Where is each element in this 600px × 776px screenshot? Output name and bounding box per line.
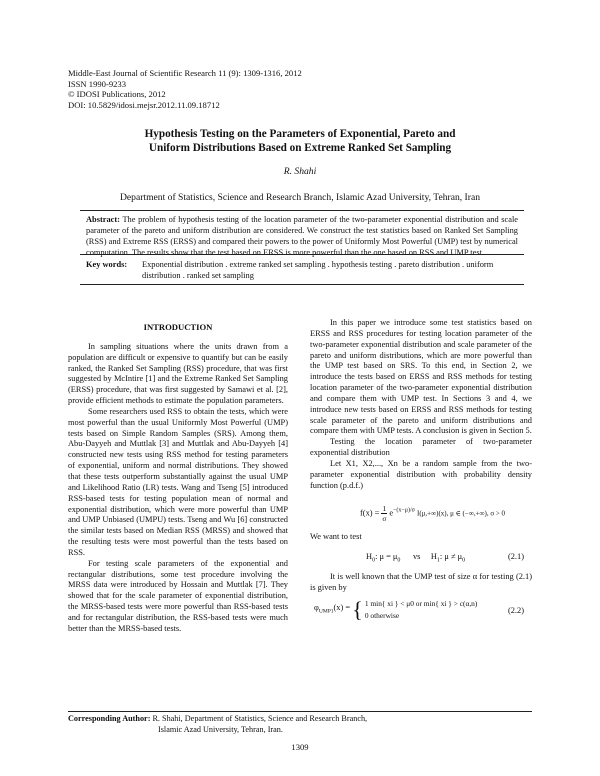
- pdf-indicator: I(μ,+∞)(x), μ ∈ (−∞,+∞), σ > 0: [417, 508, 506, 517]
- corresponding-author: [68, 714, 538, 735]
- paragraph: We want to test: [310, 531, 362, 541]
- keywords-text: Exponential distribution . extreme ranked set sampling . hypothesis testing . pareto distribution . uniform distribution . ranked set sampling: [142, 260, 494, 280]
- copyright: © IDOSI Publications, 2012: [68, 89, 166, 100]
- section-heading-introduction: INTRODUCTION: [143, 322, 213, 332]
- footer-rule: [68, 711, 532, 712]
- footer-line-1: R. Shahi, Department of Statistics, Science and Research Branch,: [152, 714, 368, 723]
- journal-citation: Middle-East Journal of Scientific Research 11 (9): 1309-1316, 2012: [68, 68, 302, 78]
- affiliation: Department of Statistics, Science and Research Branch, Islamic Azad University, Tehran, Iran: [119, 192, 481, 203]
- page-number: 1309: [291, 742, 309, 752]
- paragraph: Testing the location parameter of two-parameter exponential distribution: [310, 437, 532, 458]
- paragraph: In this paper we introduce some test statistics based on ERSS and RSS procedures for testing location parameter of the two-parameter exponential distribution and scale parameter of the pareto and uniform distributions, which are more powerful than the UMP test based on SRS. To this end, in Section 2, we introduce the tests based on ERSS and RSS methods for testing location parameter of the two-parameter exponential distribution and compare them with UMP test. In Sections 3 and 4, we introduce new tests based on ERSS and RSS methods for testing scale parameter of the pareto and uniform distributions and compare them with UMP tests. A conclusion is given in Section 5.: [310, 318, 532, 436]
- title-line-1: Hypothesis Testing on the Parameters of Exponential, Pareto and: [144, 128, 456, 140]
- abstract-bottom-rule: [80, 254, 524, 255]
- case-reject: 1 min{ xi } < μ0 or min{ xi } > c(α,n): [364, 599, 478, 609]
- abstract-label: Abstract:: [86, 215, 120, 224]
- abstract-text: The problem of hypothesis testing of the location parameter of the two-parameter exponential distribution and scale parameter of the pareto and uniform distribution are considered. We construct the test statistics based on Ranked Set Sampling (RSS) and Extreme RSS (ERSS) and compared their powers to the power of Uniformly Most Powerful (UMP) test by numerical computation. The results show that the test based on ERSS is more powerful than the one based on RSS and UMP test.: [86, 215, 518, 257]
- abstract-top-rule: [80, 210, 524, 211]
- keywords: [86, 259, 518, 281]
- equation-number: (2.1): [507, 552, 524, 562]
- equation-2-1: $H_0$: $\mu = \mu_0$ vs $H_1$: $\mu \ne \mu_0$ (2.1): [366, 552, 524, 565]
- paragraph: In sampling situations where the units drawn from a population are difficult or expensive to quantify but can be easily ranked, the Ranked Set Sampling (RSS) procedure, that was first suggested by McIntire [1] and the Extreme Ranked Set Sampling (ERSS) procedure, that was first suggested by Samawi et al. [2], provide efficient methods to estimate the population parameters.: [68, 341, 288, 406]
- keywords-bottom-rule: [80, 284, 524, 285]
- footer-label: Corresponding Author:: [68, 714, 151, 723]
- issn: ISSN 1990-9233: [68, 78, 127, 89]
- case-accept: 0 otherwise: [364, 611, 400, 621]
- keywords-label: Key words:: [86, 260, 128, 269]
- footer-line-2: Islamic Azad University, Tehran, Iran.: [158, 724, 283, 734]
- paragraph: It is well known that the UMP test of size α for testing (2.1) is given by: [310, 572, 532, 593]
- right-column: [310, 318, 532, 632]
- doi: DOI: 10.5829/idosi.mejsr.2012.11.09.18712: [68, 99, 220, 110]
- paragraph: Let X1, X2,..., Xn be a random sample from the two-parameter exponential distribution with probability density function (p.d.f.): [310, 458, 532, 490]
- abstract: [86, 214, 518, 258]
- left-column: [68, 322, 288, 635]
- equation-2-2: $\varphi_{UMP1}(x)$ = { 1 min{ xi } < μ0 or min{ xi } > c(α,n) 0 otherwise (2.2): [314, 597, 524, 623]
- fraction: $\frac{1}{\sigma}$: [382, 503, 387, 523]
- equation-number: (2.2): [507, 606, 524, 616]
- paragraph: For testing scale parameters of the exponential and rectangular distributions, some test procedure involving the MRSS data were introduced by Hossain and Muttlak [7]. They showed that for the scale parameter of exponential distribution, the MRSS-based tests were more powerful than RSS-based tests and for rectangular distribution, the RSS-based tests were much better than the MRSS-based tests.: [68, 558, 288, 633]
- paragraph: Some researchers used RSS to obtain the tests, which were most powerful than the usual Uniformly Most Powerful (UMP) tests based on Simple Random Samples (SRS). Among them, Abu-Dayyeh and Muttlak [3] and Muttlak and Abu-Dayyeh [4] constructed new tests using RSS method for testing parameters of exponential, uniform and normal distributions. They showed that these tests outperform substantially against the usual UMP and Likelihood Ratio (LR) tests. Wang and Tseng [5] introduced RSS-based tests for testing population mean of normal and exponential distribution, which were more powerful than UMP and UMP Unbiased (UMPU) tests. Tseng and Wu [6] constructed the similar tests based on Median RSS (MRSS) and showed that the resulting tests were most powerful than the tests based on RSS.: [68, 406, 288, 557]
- paper-title: [0, 127, 600, 155]
- journal-header: [68, 68, 302, 110]
- author-name: R. Shahi: [283, 166, 317, 177]
- title-line-2: Uniform Distributions Based on Extreme Ranked Set Sampling: [148, 142, 452, 154]
- equation-pdf: f(x) = $\frac{1}{\sigma}$ $e^{-(x-\mu)/\sigma}$ I(μ,+∞)(x), μ ∈ (−∞,+∞), σ > 0: [360, 503, 506, 523]
